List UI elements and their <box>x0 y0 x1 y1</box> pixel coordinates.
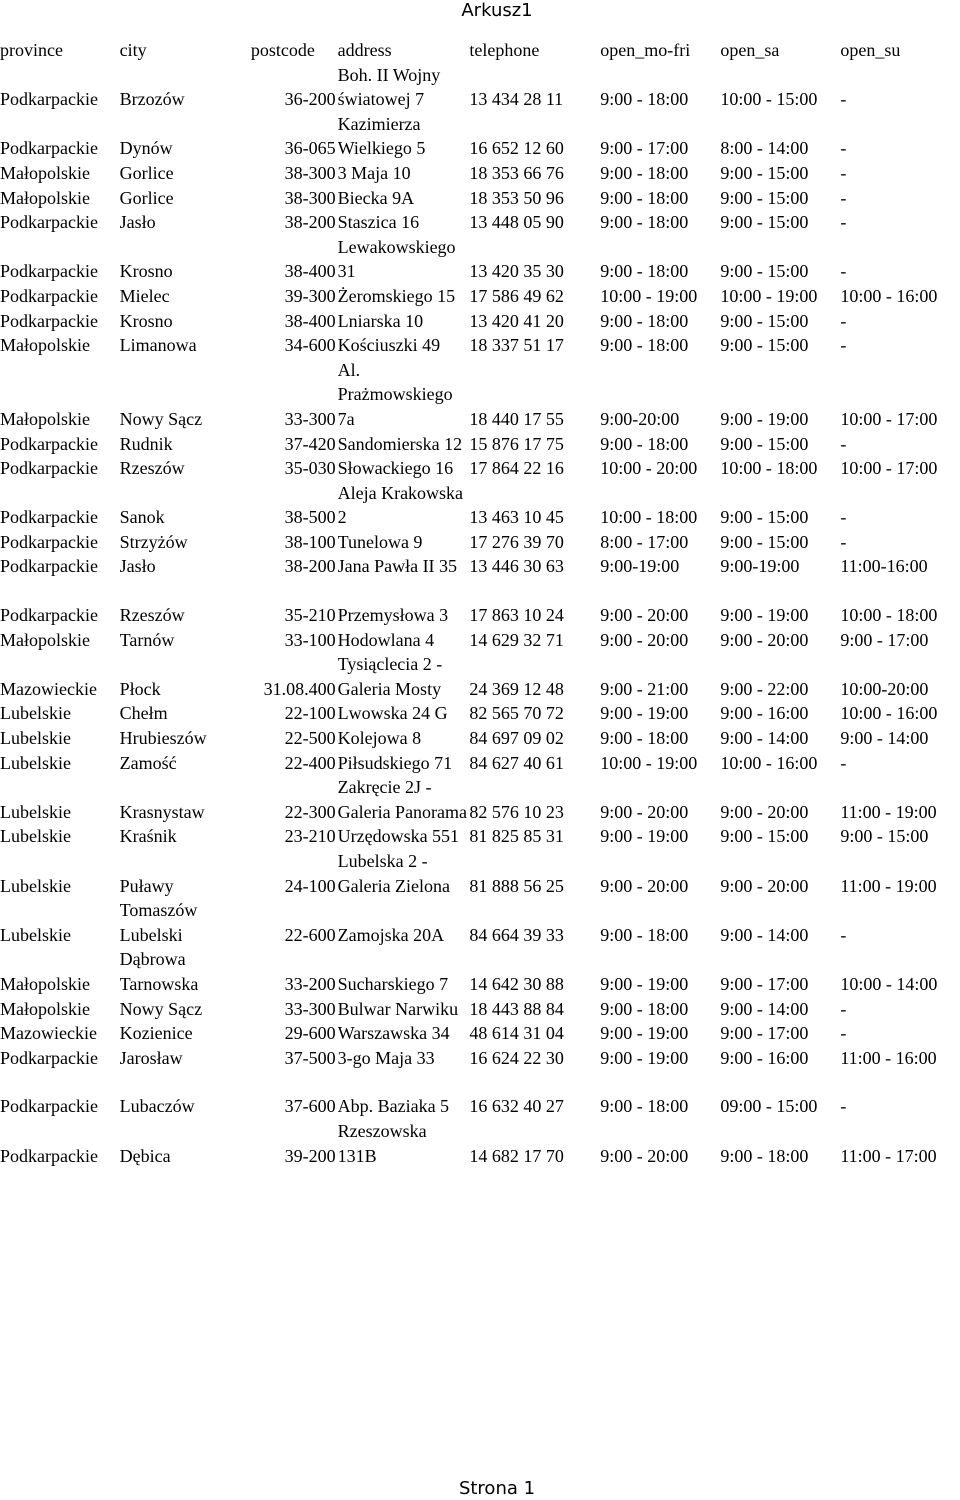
cell-open-sa: 8:00 - 14:00 <box>720 138 809 159</box>
cell-open-sa: 9:00 - 20:00 <box>720 801 809 822</box>
cell-telephone: 81 825 85 31 <box>469 826 564 847</box>
cell-province: Podkarpackie <box>0 507 98 528</box>
cell-city: Strzyżów <box>119 531 188 552</box>
cell-open-su: 10:00 - 14:00 <box>840 973 938 994</box>
table-row <box>0 628 960 653</box>
cell-address: Bulwar Narwiku <box>337 998 459 1019</box>
cell-telephone: 18 443 88 84 <box>469 998 564 1019</box>
cell-telephone: 17 586 49 62 <box>469 285 564 306</box>
cell-postcode: 35-210 <box>284 605 336 626</box>
cell-postcode: 39-200 <box>284 1145 336 1166</box>
cell-address: Al. Prażmowskiego 7a <box>337 359 453 429</box>
cell-telephone: 18 337 51 17 <box>469 335 564 356</box>
cell-open-mo-fri: 10:00 - 20:00 <box>600 458 698 479</box>
cell-open-mo-fri: 9:00 - 18:00 <box>600 335 689 356</box>
cell-city: Puławy <box>119 875 174 896</box>
cell-province: Podkarpackie <box>0 1096 98 1117</box>
cell-open-su: 11:00 - 19:00 <box>840 801 937 822</box>
cell-address: Abp. Baziaka 5 <box>337 1096 450 1117</box>
cell-postcode: 38-400 <box>284 261 336 282</box>
table-row <box>0 603 960 628</box>
cell-open-mo-fri: 10:00 - 19:00 <box>600 285 698 306</box>
cell-province: Małopolskie <box>0 187 90 208</box>
cell-telephone: 14 642 30 88 <box>469 973 564 994</box>
cell-open-mo-fri: 9:00 - 19:00 <box>600 1047 689 1068</box>
cell-address: Urzędowska 551 <box>337 826 460 847</box>
cell-open-sa: 9:00 - 15:00 <box>720 507 809 528</box>
header-address: address <box>337 40 392 60</box>
cell-postcode: 35-030 <box>284 458 336 479</box>
cell-open-su: 11:00 - 19:00 <box>840 875 937 896</box>
cell-telephone: 13 463 10 45 <box>469 507 564 528</box>
cell-open-su: 9:00 - 15:00 <box>840 826 929 847</box>
cell-province: Podkarpackie <box>0 285 98 306</box>
cell-open-mo-fri: 9:00 - 20:00 <box>600 629 689 650</box>
cell-province: Podkarpackie <box>0 605 98 626</box>
cell-address: Piłsudskiego 71 <box>337 752 453 773</box>
cell-open-mo-fri: 9:00 - 17:00 <box>600 138 689 159</box>
cell-open-mo-fri: 9:00 - 19:00 <box>600 973 689 994</box>
cell-address: Staszica 16 <box>337 212 420 233</box>
table-row <box>0 210 960 235</box>
cell-address: Sucharskiego 7 <box>337 973 449 994</box>
table-row <box>0 530 960 555</box>
cell-open-sa: 10:00 - 19:00 <box>720 285 818 306</box>
cell-open-su: 10:00 - 17:00 <box>840 408 938 429</box>
cell-city: Mielec <box>119 285 170 306</box>
table-row <box>0 333 960 358</box>
table-row <box>0 701 960 726</box>
cell-open-su: - <box>840 531 847 552</box>
cell-open-su: 11:00 - 16:00 <box>840 1047 937 1068</box>
cell-telephone: 82 576 10 23 <box>469 801 564 822</box>
cell-telephone: 17 864 22 16 <box>469 458 564 479</box>
cell-postcode: 38-200 <box>284 556 336 577</box>
table-row <box>0 824 960 849</box>
table-row <box>0 726 960 751</box>
header-telephone: telephone <box>469 40 540 60</box>
cell-postcode: 38-400 <box>284 310 336 331</box>
cell-address: Kościuszki 49 <box>337 335 441 356</box>
cell-open-mo-fri: 9:00 - 18:00 <box>600 89 689 110</box>
cell-telephone: 14 629 32 71 <box>469 629 564 650</box>
cell-postcode: 33-200 <box>284 973 336 994</box>
cell-open-mo-fri: 9:00 - 21:00 <box>600 678 689 699</box>
cell-open-mo-fri: 9:00 - 18:00 <box>600 1096 689 1117</box>
cell-open-mo-fri: 9:00 - 20:00 <box>600 801 689 822</box>
cell-telephone: 16 652 12 60 <box>469 138 564 159</box>
cell-open-su: - <box>840 310 847 331</box>
cell-open-sa: 9:00 - 19:00 <box>720 408 809 429</box>
cell-open-mo-fri: 10:00 - 19:00 <box>600 752 698 773</box>
cell-province: Lubelskie <box>0 924 71 945</box>
table-row <box>0 358 960 432</box>
table-row <box>0 456 960 481</box>
cell-city: Krosno <box>119 310 173 331</box>
cell-open-su: 11:00-16:00 <box>840 556 928 577</box>
cell-province: Lubelskie <box>0 703 71 724</box>
cell-open-su: - <box>840 261 847 282</box>
cell-open-su: - <box>840 187 847 208</box>
cell-open-su: - <box>840 433 847 454</box>
cell-city: Gorlice <box>119 162 174 183</box>
cell-telephone: 14 682 17 70 <box>469 1145 564 1166</box>
cell-open-mo-fri: 9:00-19:00 <box>600 556 680 577</box>
cell-postcode: 38-200 <box>284 212 336 233</box>
header-province: province <box>0 40 63 60</box>
cell-open-su: 9:00 - 17:00 <box>840 629 929 650</box>
cell-telephone: 18 353 66 76 <box>469 162 564 183</box>
cell-open-sa: 9:00 - 15:00 <box>720 433 809 454</box>
cell-postcode: 38-500 <box>284 507 336 528</box>
cell-telephone: 17 276 39 70 <box>469 531 564 552</box>
cell-address: Kolejowa 8 <box>337 728 422 749</box>
cell-province: Mazowieckie <box>0 678 97 699</box>
cell-province: Podkarpackie <box>0 556 98 577</box>
cell-province: Podkarpackie <box>0 458 98 479</box>
table-row <box>0 898 960 947</box>
cell-postcode: 23-210 <box>284 826 336 847</box>
cell-postcode: 33-300 <box>284 998 336 1019</box>
cell-address: Jana Pawła II 35 <box>337 556 458 577</box>
cell-postcode: 33-100 <box>284 629 336 650</box>
cell-open-sa: 10:00 - 18:00 <box>720 458 818 479</box>
cell-open-su: - <box>840 998 847 1019</box>
cell-city: Rudnik <box>119 433 173 454</box>
cell-open-mo-fri: 9:00 - 18:00 <box>600 310 689 331</box>
cell-province: Podkarpackie <box>0 261 98 282</box>
header-open-sa: open_sa <box>720 40 780 60</box>
table-row <box>0 652 960 701</box>
cell-address: Lewakowskiego 31 <box>337 236 456 282</box>
cell-open-mo-fri: 9:00 - 20:00 <box>600 875 689 896</box>
cell-telephone: 13 448 05 90 <box>469 212 564 233</box>
cell-city: Jarosław <box>119 1047 183 1068</box>
cell-open-sa: 9:00 - 19:00 <box>720 605 809 626</box>
cell-open-sa: 9:00 - 15:00 <box>720 826 809 847</box>
cell-address: Warszawska 34 <box>337 1023 450 1044</box>
cell-city: Zamość <box>119 752 177 773</box>
table-row <box>0 1094 960 1119</box>
cell-province: Małopolskie <box>0 162 90 183</box>
cell-open-su: - <box>840 924 847 945</box>
table-row <box>0 849 960 898</box>
cell-address: Kazimierza Wielkiego 5 <box>337 113 426 159</box>
spreadsheet-body <box>0 38 960 1168</box>
cell-province: Małopolskie <box>0 998 90 1019</box>
cell-postcode: 29-600 <box>284 1023 336 1044</box>
cell-address: Lniarska 10 <box>337 310 424 331</box>
cell-open-sa: 10:00 - 15:00 <box>720 89 818 110</box>
cell-address: 3-go Maja 33 <box>337 1047 435 1068</box>
header-city: city <box>119 40 147 60</box>
cell-city: Nowy Sącz <box>119 408 203 429</box>
cell-province: Małopolskie <box>0 408 90 429</box>
cell-open-su: - <box>840 752 847 773</box>
cell-open-su: 10:00 - 17:00 <box>840 458 938 479</box>
cell-open-sa: 9:00 - 16:00 <box>720 1047 809 1068</box>
cell-open-su: - <box>840 507 847 528</box>
cell-open-sa: 9:00 - 14:00 <box>720 998 809 1019</box>
cell-address: Przemysłowa 3 <box>337 605 449 626</box>
cell-province: Podkarpackie <box>0 531 98 552</box>
cell-telephone: 18 353 50 96 <box>469 187 564 208</box>
table-row <box>0 947 960 996</box>
cell-address: Biecka 9A <box>337 187 415 208</box>
cell-open-su: - <box>840 162 847 183</box>
cell-province: Lubelskie <box>0 728 71 749</box>
header-open-su: open_su <box>840 40 901 60</box>
cell-postcode: 37-500 <box>284 1047 336 1068</box>
cell-postcode: 34-600 <box>284 335 336 356</box>
cell-telephone: 15 876 17 75 <box>469 433 564 454</box>
cell-city: Płock <box>119 678 161 699</box>
cell-telephone: 84 697 09 02 <box>469 728 564 749</box>
cell-address: Aleja Krakowska 2 <box>337 482 464 528</box>
cell-city: Nowy Sącz <box>119 998 203 1019</box>
cell-open-su: 10:00-20:00 <box>840 678 929 699</box>
cell-postcode: 22-300 <box>284 801 336 822</box>
cell-open-mo-fri: 9:00 - 18:00 <box>600 212 689 233</box>
cell-open-su: 11:00 - 17:00 <box>840 1145 937 1166</box>
cell-city: Dąbrowa Tarnowska <box>119 949 199 994</box>
cell-province: Małopolskie <box>0 973 90 994</box>
cell-open-su: 10:00 - 16:00 <box>840 285 938 306</box>
cell-telephone: 13 420 35 30 <box>469 261 564 282</box>
cell-postcode: 36-200 <box>284 89 336 110</box>
cell-postcode: 39-300 <box>284 285 336 306</box>
cell-province: Podkarpackie <box>0 310 98 331</box>
cell-open-mo-fri: 9:00 - 20:00 <box>600 1145 689 1166</box>
cell-city: Krosno <box>119 261 173 282</box>
cell-open-mo-fri: 9:00 - 19:00 <box>600 826 689 847</box>
cell-open-mo-fri: 9:00 - 18:00 <box>600 728 689 749</box>
spreadsheet-table <box>0 38 960 1168</box>
cell-city: Sanok <box>119 507 165 528</box>
cell-city: Brzozów <box>119 89 185 110</box>
table-row <box>0 235 960 284</box>
cell-city: Dębica <box>119 1145 171 1166</box>
cell-open-sa: 9:00 - 16:00 <box>720 703 809 724</box>
cell-open-su: 10:00 - 18:00 <box>840 605 938 626</box>
cell-open-sa: 9:00 - 15:00 <box>720 261 809 282</box>
cell-telephone: 17 863 10 24 <box>469 605 564 626</box>
header-open-mo-fri: open_mo-fri <box>600 40 691 60</box>
cell-telephone: 16 632 40 27 <box>469 1096 564 1117</box>
sheet-title: Arkusz1 <box>461 0 533 21</box>
cell-telephone: 16 624 22 30 <box>469 1047 564 1068</box>
table-row <box>0 997 960 1022</box>
cell-address: Zakręcie 2J - Galeria Panorama <box>337 777 468 822</box>
cell-province: Podkarpackie <box>0 1047 98 1068</box>
cell-telephone: 82 565 70 72 <box>469 703 564 724</box>
cell-city: Lubaczów <box>119 1096 195 1117</box>
cell-open-mo-fri: 9:00 - 20:00 <box>600 605 689 626</box>
cell-telephone: 81 888 56 25 <box>469 875 564 896</box>
cell-city: Kozienice <box>119 1023 193 1044</box>
table-row <box>0 751 960 776</box>
table-row <box>0 1119 960 1168</box>
page-footer: Strona 1 <box>458 1478 536 1499</box>
cell-postcode: 22-400 <box>284 752 336 773</box>
cell-open-su: - <box>840 1023 847 1044</box>
cell-city: Kraśnik <box>119 826 177 847</box>
cell-address: Żeromskiego 15 <box>337 285 456 306</box>
cell-open-sa: 9:00 - 15:00 <box>720 335 809 356</box>
cell-postcode: 36-065 <box>284 138 336 159</box>
cell-address: 3 Maja 10 <box>337 162 411 183</box>
cell-province: Podkarpackie <box>0 89 98 110</box>
cell-open-sa: 9:00 - 14:00 <box>720 728 809 749</box>
cell-open-mo-fri: 9:00 - 18:00 <box>600 162 689 183</box>
cell-open-sa: 9:00 - 17:00 <box>720 1023 809 1044</box>
cell-province: Podkarpackie <box>0 138 98 159</box>
cell-open-sa: 09:00 - 15:00 <box>720 1096 818 1117</box>
table-row <box>0 554 960 603</box>
cell-city: Chełm <box>119 703 168 724</box>
cell-address: Sandomierska 12 <box>337 433 463 454</box>
cell-province: Małopolskie <box>0 629 90 650</box>
cell-open-sa: 9:00 - 14:00 <box>720 924 809 945</box>
cell-open-sa: 9:00 - 20:00 <box>720 629 809 650</box>
table-row <box>0 284 960 309</box>
cell-open-sa: 9:00 - 15:00 <box>720 310 809 331</box>
cell-city: Jasło <box>119 212 156 233</box>
cell-telephone: 13 446 30 63 <box>469 556 564 577</box>
cell-open-mo-fri: 9:00 - 18:00 <box>600 924 689 945</box>
cell-telephone: 84 664 39 33 <box>469 924 564 945</box>
cell-telephone: 24 369 12 48 <box>469 678 564 699</box>
table-row <box>0 1021 960 1046</box>
cell-address: Boh. II Wojny światowej 7 <box>337 64 441 110</box>
cell-open-mo-fri: 9:00 - 18:00 <box>600 261 689 282</box>
cell-province: Lubelskie <box>0 752 71 773</box>
table-row <box>0 161 960 186</box>
cell-province: Podkarpackie <box>0 1145 98 1166</box>
cell-city: Jasło <box>119 556 156 577</box>
table-row <box>0 481 960 530</box>
table-row <box>0 63 960 112</box>
cell-address: Lubelska 2 - Galeria Zielona <box>337 851 451 896</box>
cell-postcode: 24-100 <box>284 875 336 896</box>
cell-open-mo-fri: 9:00 - 18:00 <box>600 433 689 454</box>
table-row <box>0 775 960 824</box>
cell-province: Mazowieckie <box>0 1023 97 1044</box>
cell-city: Krasnystaw <box>119 801 205 822</box>
cell-postcode: 38-300 <box>284 162 336 183</box>
cell-open-su: 9:00 - 14:00 <box>840 728 929 749</box>
cell-open-mo-fri: 10:00 - 18:00 <box>600 507 698 528</box>
cell-postcode: 33-300 <box>284 408 336 429</box>
header-postcode: postcode <box>250 40 315 60</box>
cell-open-sa: 9:00 - 15:00 <box>720 187 809 208</box>
cell-open-mo-fri: 9:00-20:00 <box>600 408 680 429</box>
cell-address: Tysiąclecia 2 - Galeria Mosty <box>337 654 443 699</box>
cell-open-sa: 9:00 - 17:00 <box>720 973 809 994</box>
cell-open-sa: 9:00 - 15:00 <box>720 212 809 233</box>
cell-open-mo-fri: 9:00 - 19:00 <box>600 703 689 724</box>
cell-open-sa: 9:00 - 15:00 <box>720 162 809 183</box>
cell-open-su: 10:00 - 16:00 <box>840 703 938 724</box>
cell-postcode: 37-600 <box>284 1096 336 1117</box>
cell-open-mo-fri: 9:00 - 19:00 <box>600 1023 689 1044</box>
cell-province: Małopolskie <box>0 335 90 356</box>
cell-postcode: 22-600 <box>284 924 336 945</box>
cell-province: Lubelskie <box>0 875 71 896</box>
cell-province: Lubelskie <box>0 801 71 822</box>
cell-city: Tomaszów Lubelski <box>119 900 198 945</box>
cell-city: Rzeszów <box>119 458 185 479</box>
cell-postcode: 22-100 <box>284 703 336 724</box>
cell-postcode: 37-420 <box>284 433 336 454</box>
cell-open-mo-fri: 9:00 - 18:00 <box>600 998 689 1019</box>
cell-address: Zamojska 20A <box>337 924 445 945</box>
cell-postcode: 38-300 <box>284 187 336 208</box>
cell-open-mo-fri: 8:00 - 17:00 <box>600 531 689 552</box>
cell-open-su: - <box>840 212 847 233</box>
cell-open-mo-fri: 9:00 - 18:00 <box>600 187 689 208</box>
cell-telephone: 84 627 40 61 <box>469 752 564 773</box>
cell-telephone: 48 614 31 04 <box>469 1023 564 1044</box>
table-row <box>0 112 960 161</box>
cell-open-sa: 10:00 - 16:00 <box>720 752 818 773</box>
cell-open-sa: 9:00 - 20:00 <box>720 875 809 896</box>
table-row <box>0 186 960 211</box>
table-row <box>0 309 960 334</box>
cell-open-sa: 9:00 - 18:00 <box>720 1145 809 1166</box>
table-row <box>0 432 960 457</box>
cell-open-su: - <box>840 89 847 110</box>
cell-city: Limanowa <box>119 335 197 356</box>
cell-open-sa: 9:00 - 15:00 <box>720 531 809 552</box>
cell-telephone: 13 420 41 20 <box>469 310 564 331</box>
cell-province: Podkarpackie <box>0 433 98 454</box>
cell-province: Lubelskie <box>0 826 71 847</box>
cell-province: Podkarpackie <box>0 212 98 233</box>
table-row <box>0 1046 960 1095</box>
cell-city: Hrubieszów <box>119 728 207 749</box>
cell-postcode: 38-100 <box>284 531 336 552</box>
header-row <box>0 38 960 63</box>
cell-open-su: - <box>840 138 847 159</box>
cell-open-su: - <box>840 1096 847 1117</box>
cell-address: Tunelowa 9 <box>337 531 423 552</box>
cell-address: Rzeszowska 131B <box>337 1120 427 1166</box>
cell-city: Tarnów <box>119 629 175 650</box>
cell-open-su: - <box>840 335 847 356</box>
cell-telephone: 18 440 17 55 <box>469 408 564 429</box>
cell-open-sa: 9:00 - 22:00 <box>720 678 809 699</box>
cell-postcode: 31.08.400 <box>263 678 336 699</box>
cell-postcode: 22-500 <box>284 728 336 749</box>
cell-address: Hodowlana 4 <box>337 629 435 650</box>
cell-city: Gorlice <box>119 187 174 208</box>
cell-address: Lwowska 24 G <box>337 703 448 724</box>
cell-city: Dynów <box>119 138 173 159</box>
cell-city: Rzeszów <box>119 605 185 626</box>
cell-open-sa: 9:00-19:00 <box>720 556 800 577</box>
cell-address: Słowackiego 16 <box>337 458 454 479</box>
cell-telephone: 13 434 28 11 <box>469 89 564 110</box>
